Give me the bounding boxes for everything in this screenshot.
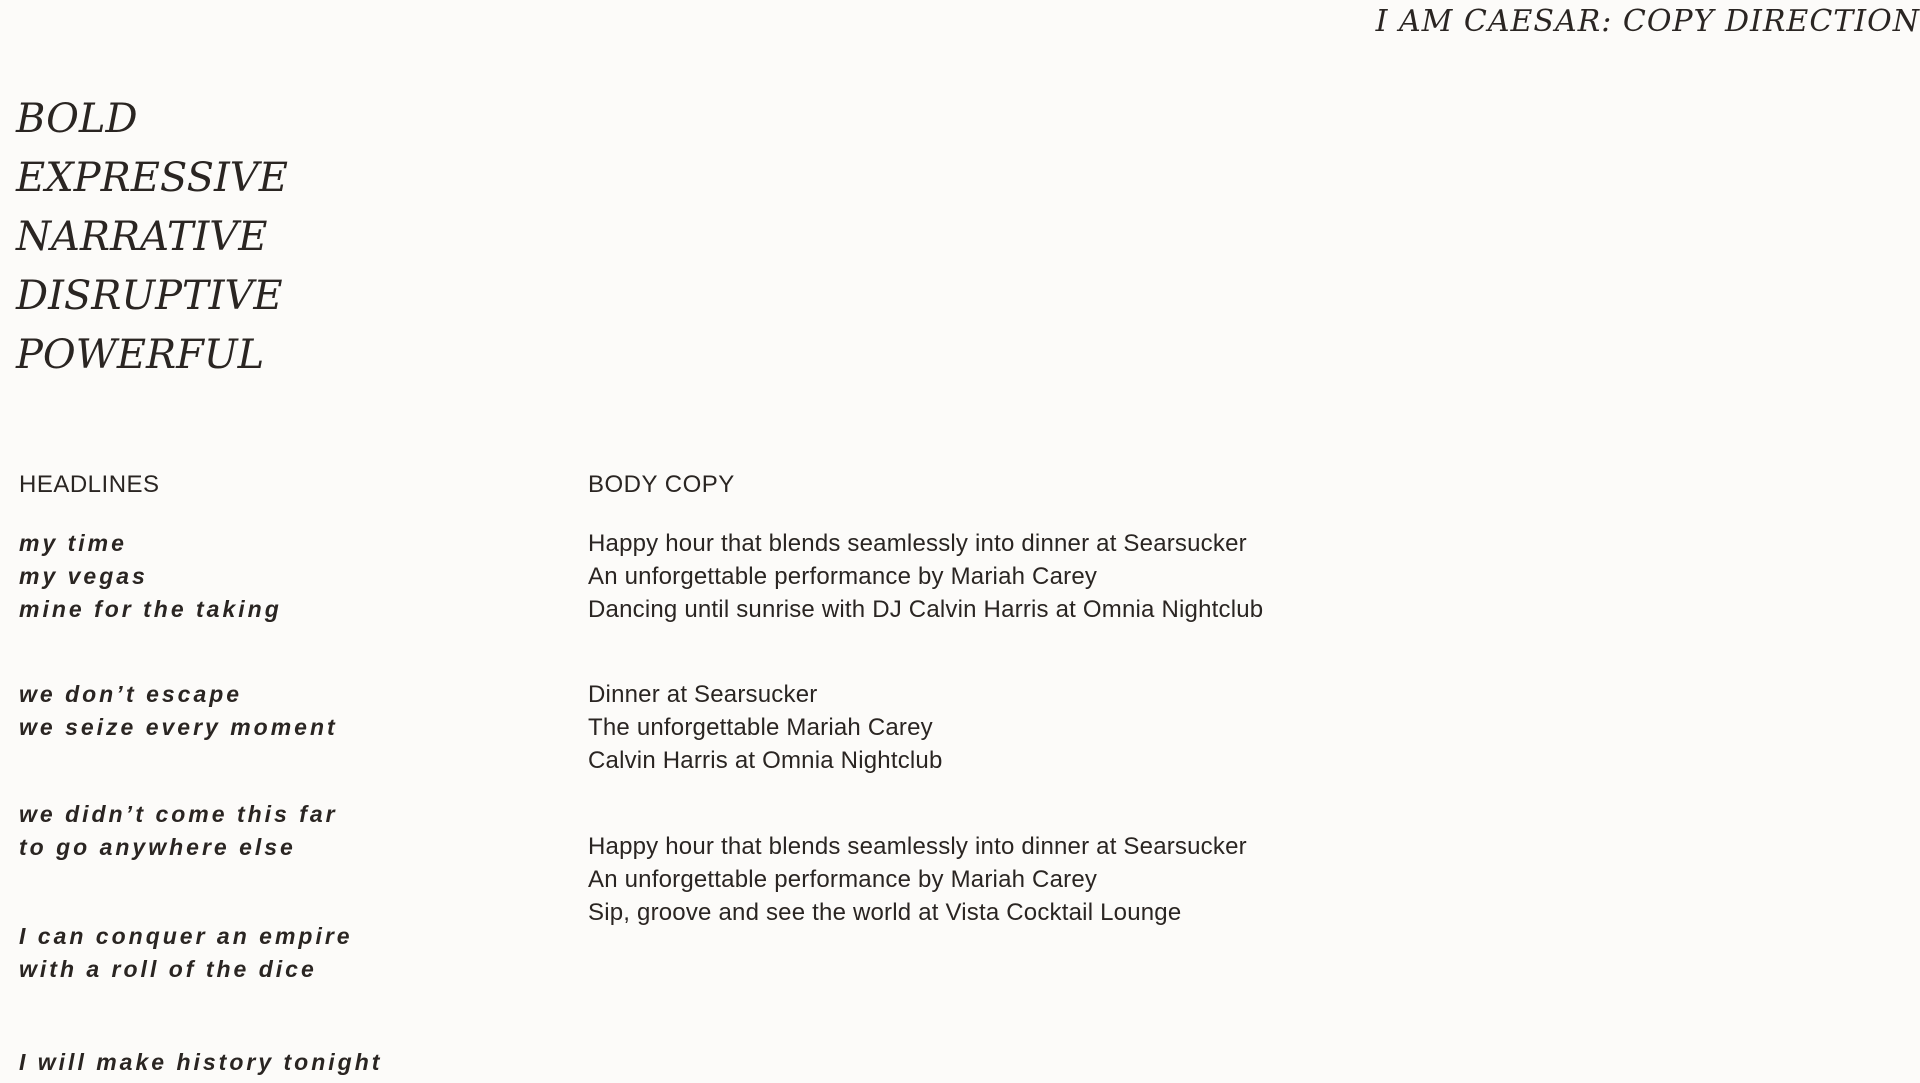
body-copy-group [588, 830, 1247, 929]
headline-group [19, 527, 282, 626]
headline-line: with a roll of the dice [19, 956, 317, 982]
body-copy-group [588, 678, 943, 777]
headline-group [19, 798, 338, 864]
headline-line: to go anywhere else [19, 834, 296, 860]
body-copy-line: An unforgettable performance by Mariah Carey [588, 563, 1098, 590]
headline-line: my time [19, 530, 127, 556]
headline-line: we seize every moment [19, 714, 338, 740]
tone-keyword: EXPRESSIVE [16, 155, 288, 201]
headline-group [19, 1046, 382, 1079]
body-copy-heading: BODY COPY [588, 471, 735, 498]
body-copy-line: Dinner at Searsucker [588, 681, 818, 708]
headline-line: I can conquer an empire [19, 923, 353, 949]
headline-line: my vegas [19, 563, 148, 589]
headline-line: mine for the taking [19, 596, 282, 622]
body-copy-line: The unforgettable Mariah Carey [588, 714, 933, 741]
body-copy-line: Dancing until sunrise with DJ Calvin Harris at Omnia Nightclub [588, 596, 1264, 623]
body-copy-line: Sip, groove and see the world at Vista Cocktail Lounge [588, 899, 1182, 926]
body-copy-line: Happy hour that blends seamlessly into dinner at Searsucker [588, 530, 1247, 557]
headline-line: we don’t escape [19, 681, 243, 707]
body-copy-line: Happy hour that blends seamlessly into dinner at Searsucker [588, 833, 1247, 860]
headlines-heading: HEADLINES [19, 471, 160, 498]
headline-group [19, 678, 338, 744]
headline-group [19, 920, 353, 986]
document-title: I AM CAESAR: COPY DIRECTION [1375, 4, 1920, 39]
body-copy-group [588, 527, 1263, 626]
body-copy-line: An unforgettable performance by Mariah Carey [588, 866, 1098, 893]
body-copy-line: Calvin Harris at Omnia Nightclub [588, 747, 943, 774]
headline-line: I will make history tonight [19, 1049, 383, 1075]
tone-keyword: NARRATIVE [16, 214, 268, 260]
tone-keyword: POWERFUL [16, 332, 265, 378]
tone-keyword: DISRUPTIVE [16, 273, 283, 319]
tone-keywords-list [16, 90, 288, 385]
headline-line: we didn’t come this far [19, 801, 338, 827]
tone-keyword: BOLD [16, 96, 138, 142]
